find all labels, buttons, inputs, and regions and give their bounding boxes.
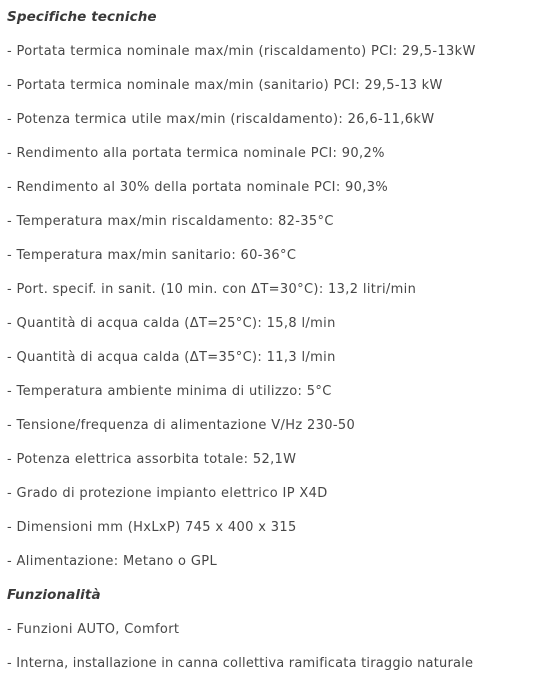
spec-item: - Grado di protezione impianto elettrico IP X4D <box>7 486 328 501</box>
spec-item: - Potenza elettrica assorbita totale: 52,1W <box>7 452 297 467</box>
spec-item: - Quantità di acqua calda (ΔT=25°C): 15,8 l/min <box>7 316 336 331</box>
spec-item: - Rendimento alla portata termica nominale PCI: 90,2% <box>7 146 385 161</box>
spec-item: - Alimentazione: Metano o GPL <box>7 554 218 569</box>
spec-item: - Temperatura max/min sanitario: 60-36°C <box>7 248 297 263</box>
spec-item: - Temperatura ambiente minima di utilizzo: 5°C <box>7 384 332 399</box>
section-heading-funzionalita: Funzionalità <box>7 587 101 603</box>
spec-item: - Rendimento al 30% della portata nominale PCI: 90,3% <box>7 180 389 195</box>
spec-item: - Dimensioni mm (HxLxP) 745 x 400 x 315 <box>7 520 297 535</box>
spec-item: - Portata termica nominale max/min (riscaldamento) PCI: 29,5-13kW <box>7 44 476 59</box>
spec-item: - Port. specif. in sanit. (10 min. con ΔT=30°C): 13,2 litri/min <box>7 282 417 297</box>
feature-item: - Funzioni AUTO, Comfort <box>7 622 180 637</box>
spec-item: - Portata termica nominale max/min (sanitario) PCI: 29,5-13 kW <box>7 78 443 93</box>
spec-item: - Tensione/frequenza di alimentazione V/Hz 230-50 <box>7 418 356 433</box>
spec-item: - Potenza termica utile max/min (riscaldamento): 26,6-11,6kW <box>7 112 435 127</box>
spec-item: - Quantità di acqua calda (ΔT=35°C): 11,3 l/min <box>7 350 336 365</box>
feature-item: - Interna, installazione in canna collettiva ramificata tiraggio naturale <box>7 656 474 671</box>
spec-item: - Temperatura max/min riscaldamento: 82-35°C <box>7 214 334 229</box>
section-heading-specifiche: Specifiche tecniche <box>7 9 157 25</box>
